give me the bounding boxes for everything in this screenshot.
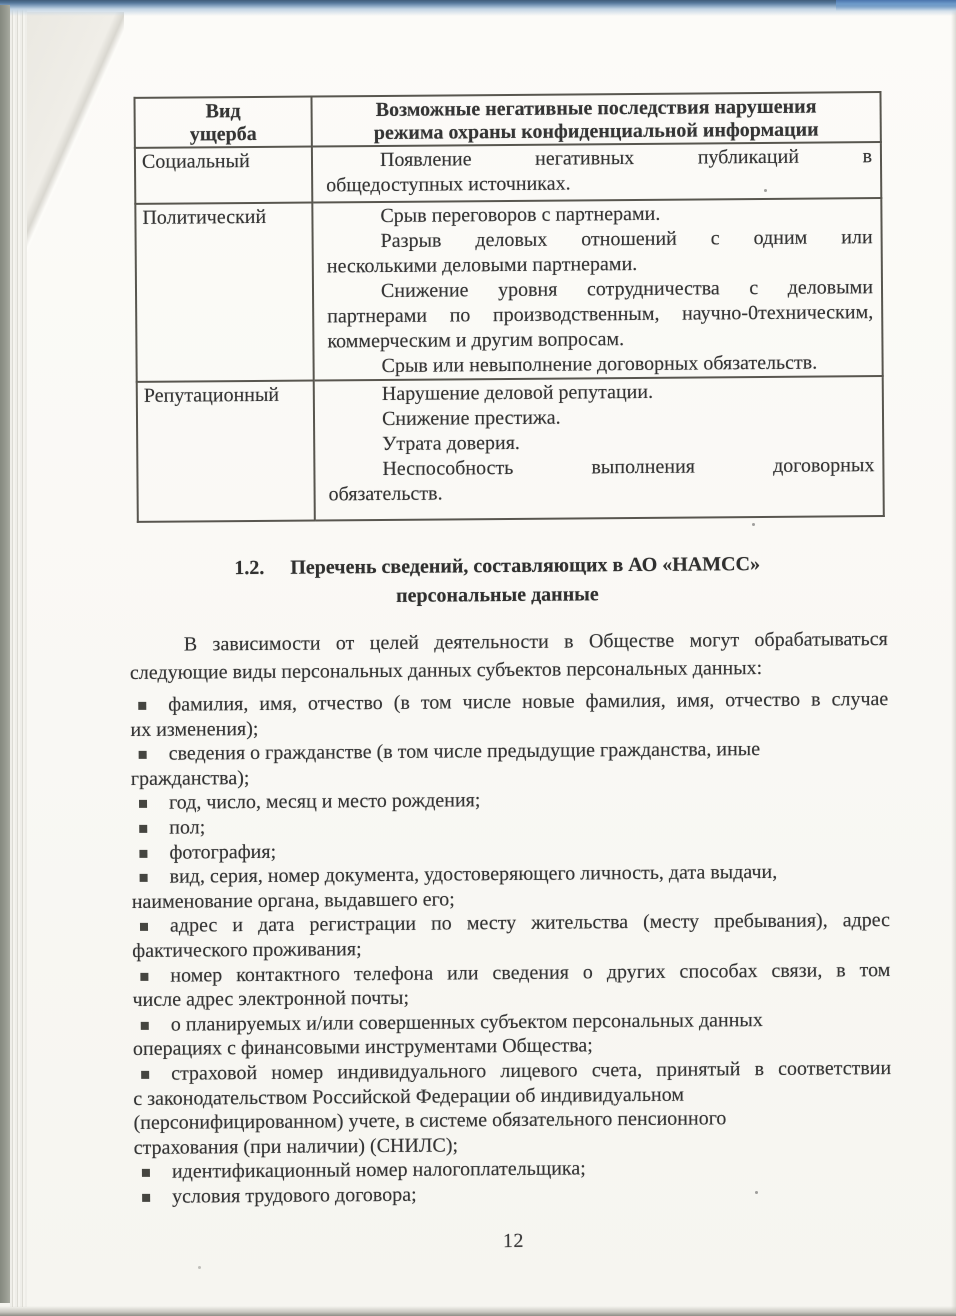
table-header-damage-type — [134, 97, 311, 148]
cell-line: общедоступных источниках. — [326, 172, 571, 197]
cell-line: несколькими деловыми партнерами. — [326, 252, 638, 278]
bullet-icon — [139, 791, 169, 816]
cell-line: обязательств. — [328, 482, 443, 506]
damage-consequences-table — [133, 91, 884, 523]
cell-line: Срыв или невыполнение договорных обязательств. — [381, 351, 818, 377]
bullet-icon — [139, 742, 169, 767]
cell-line: Нарушение деловой репутации. — [381, 380, 654, 405]
item-text: фактического проживания; — [132, 938, 362, 962]
list-item — [131, 736, 889, 791]
item-text: их изменения); — [130, 717, 259, 741]
section-heading-line2: персональные данные — [396, 583, 599, 607]
bullet-icon — [142, 1185, 172, 1210]
scan-edge-right — [951, 0, 956, 1316]
intro-line: В зависимости от целей деятельности в Обществе могут обрабатываться — [183, 628, 888, 656]
item-text: наименование органа, выдавшего его; — [131, 888, 455, 913]
cell-line: Появление негативных публикаций в — [379, 145, 873, 171]
item-text: гражданства); — [130, 766, 250, 790]
consequences-cell — [314, 376, 884, 520]
cell-line: Разрыв деловых отношений с одним или — [380, 226, 873, 252]
item-text: год, число, месяц и место рождения; — [168, 789, 481, 815]
scan-edge-bottom — [0, 1306, 956, 1316]
table-row — [135, 198, 882, 382]
list-item — [132, 958, 890, 1013]
personal-data-list — [130, 687, 892, 1209]
item-text: (персонифицированном) учете, в системе обязательного пенсионного — [133, 1107, 727, 1135]
table-header-consequences — [311, 92, 880, 146]
cell-line: Срыв переговоров с партнерами. — [380, 202, 661, 227]
cell-line: Неспособность выполнения договорных — [382, 454, 875, 480]
table-header-row — [134, 92, 880, 148]
bullet-icon — [139, 840, 169, 865]
item-text: вид, серия, номер документа, удостоверяющего личность, дата выдачи, — [169, 861, 778, 888]
item-text: страхования (при наличии) (СНИЛС); — [133, 1134, 459, 1159]
scan-speck — [752, 523, 755, 526]
bullet-icon — [139, 816, 169, 841]
section-number: 1.2. — [234, 556, 265, 580]
item-text: адрес и дата регистрации по месту жительства (месту пребывания), адрес — [169, 909, 891, 938]
bullet-icon — [140, 865, 170, 890]
damage-type-cell: Политический — [135, 203, 313, 382]
intro-line: следующие виды персональных данных субъектов персональных данных: — [129, 657, 763, 684]
bullet-icon — [140, 963, 170, 988]
item-text: с законодательством Российской Федерации об индивидуальном — [133, 1083, 685, 1110]
list-item — [130, 687, 888, 742]
bullet-icon — [142, 1160, 172, 1185]
damage-type-cell: Репутационный — [137, 381, 315, 522]
item-text: операциях с финансовыми инструментами Общества; — [132, 1034, 593, 1061]
list-item — [133, 1056, 892, 1160]
item-text: сведения о гражданстве (в том числе предыдущие гражданства, иные — [168, 738, 761, 765]
consequences-cell — [312, 142, 881, 202]
list-item — [134, 1179, 892, 1210]
table-row — [135, 142, 881, 204]
item-text: фотография; — [169, 840, 277, 864]
scan-speck — [764, 189, 767, 192]
header-line: режима охраны конфиденциальной информации — [373, 118, 819, 145]
item-text: идентификационный номер налогоплательщика; — [171, 1157, 586, 1183]
intro-paragraph — [130, 625, 888, 687]
item-text: числе адрес электронной почты; — [132, 986, 410, 1012]
scan-speck — [198, 1266, 201, 1269]
scan-speck — [755, 1191, 758, 1194]
consequences-cell — [312, 198, 882, 380]
document-content — [125, 85, 892, 1256]
page-number: 12 — [502, 1230, 525, 1253]
scan-edge-top-corner — [836, 0, 956, 11]
item-text: о планируемых и/или совершенных субъектом персональных данных — [170, 1008, 763, 1036]
bullet-icon — [141, 1062, 171, 1087]
item-text: страховой номер индивидуального лицевого счета, принятый в соответствии — [171, 1056, 892, 1085]
bullet-icon — [140, 914, 170, 939]
cell-line: Снижение уровня сотрудничества с деловыми — [380, 276, 874, 302]
header-line: Вид — [205, 100, 241, 123]
damage-type-cell: Социальный — [135, 147, 312, 204]
header-line: Возможные негативные последствия нарушения — [375, 95, 817, 122]
section-heading — [129, 549, 887, 613]
list-item — [132, 859, 890, 914]
cell-line: партнерами по производственным, научно-0техническим, — [327, 301, 874, 328]
cell-line: коммерческим и другим вопросам. — [327, 328, 625, 353]
section-heading-line1 — [129, 549, 865, 584]
scan-edge-top — [0, 0, 956, 16]
section-title: Перечень сведений, составляющих в АО «НАМСС» — [290, 553, 761, 579]
list-item — [133, 1007, 891, 1062]
cell-line: Утрата доверия. — [382, 431, 520, 455]
item-text: пол; — [169, 816, 206, 839]
cell-line: Снижение престижа. — [381, 406, 561, 430]
item-text: условия трудового договора; — [172, 1183, 417, 1208]
bullet-icon — [141, 1012, 171, 1037]
header-line: ущерба — [189, 122, 257, 146]
bullet-icon — [138, 693, 168, 718]
scan-page-stack-edge — [10, 7, 27, 1307]
table-row — [137, 376, 884, 522]
scan-edge-left — [0, 5, 10, 1303]
item-text: фамилия, имя, отчество (в том числе новые фамилия, имя, отчество в случае — [168, 688, 889, 716]
item-text: номер контактного телефона или сведения о других способах связи, в том — [170, 958, 891, 987]
list-item — [132, 908, 890, 963]
